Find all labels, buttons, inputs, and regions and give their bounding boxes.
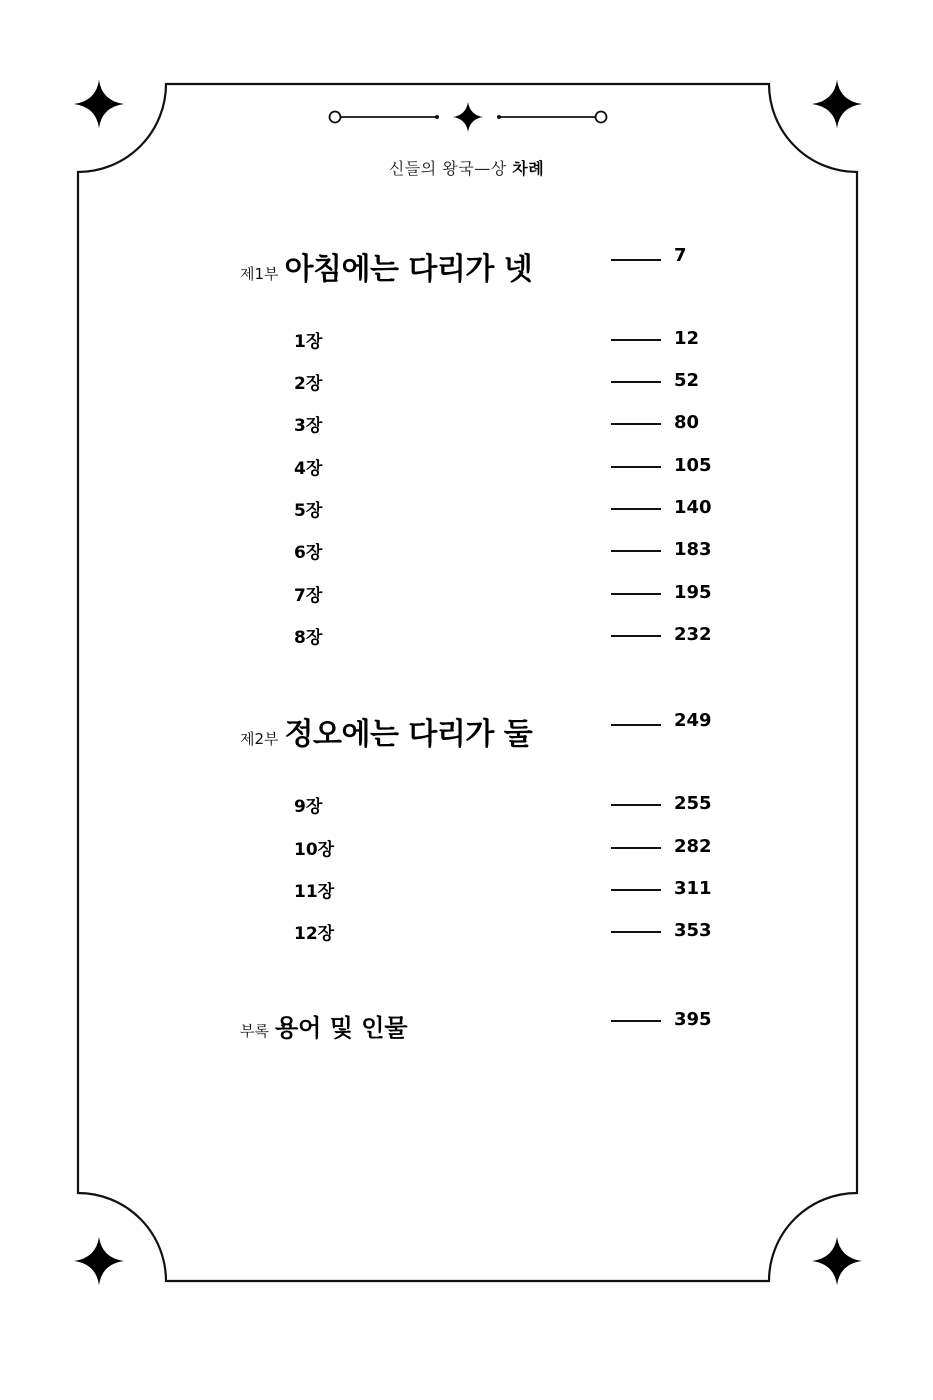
page-number: 282 bbox=[674, 836, 712, 857]
page-number: 232 bbox=[674, 624, 712, 645]
toc-part-2[interactable] bbox=[0, 709, 933, 752]
page-number: 195 bbox=[674, 582, 712, 603]
chapter-label: 10장 bbox=[294, 840, 335, 860]
page-number: 311 bbox=[674, 878, 712, 899]
page-number: 353 bbox=[674, 920, 712, 941]
page-number: 7 bbox=[674, 245, 687, 266]
leader-dash bbox=[611, 339, 661, 341]
leader-dash bbox=[611, 466, 661, 468]
page-number: 80 bbox=[674, 412, 700, 433]
appendix-prefix: 부록 bbox=[240, 1022, 269, 1040]
toc-chapter[interactable] bbox=[0, 623, 933, 663]
leader-dash bbox=[611, 593, 661, 595]
chapter-label: 3장 bbox=[294, 416, 323, 436]
four-point-star-icon bbox=[74, 80, 124, 128]
chapter-label: 12장 bbox=[294, 924, 335, 944]
chapter-label: 11장 bbox=[294, 882, 335, 902]
page-number: 249 bbox=[674, 710, 712, 731]
chapter-label: 4장 bbox=[294, 459, 323, 479]
four-point-star-icon bbox=[453, 102, 483, 132]
toc-chapter[interactable] bbox=[0, 369, 933, 409]
page-number: 183 bbox=[674, 539, 712, 560]
chapter-label: 1장 bbox=[294, 332, 323, 352]
page-number: 255 bbox=[674, 793, 712, 814]
leader-dash bbox=[611, 931, 661, 933]
leader-dash bbox=[611, 259, 661, 261]
four-point-star-icon bbox=[812, 80, 862, 128]
toc-chapter[interactable] bbox=[0, 454, 933, 494]
page-number: 12 bbox=[674, 328, 700, 349]
section-label: 차례 bbox=[512, 159, 545, 178]
book-title: 신들의 왕국—상 bbox=[388, 159, 507, 178]
leader-dash bbox=[611, 804, 661, 806]
chapter-label: 6장 bbox=[294, 543, 323, 563]
toc-chapter[interactable] bbox=[0, 581, 933, 621]
toc-chapter[interactable] bbox=[0, 877, 933, 917]
part-prefix: 제1부 bbox=[240, 265, 279, 283]
page-header bbox=[0, 156, 933, 179]
toc-chapter[interactable] bbox=[0, 919, 933, 959]
page-number: 140 bbox=[674, 497, 712, 518]
toc-chapter[interactable] bbox=[0, 496, 933, 536]
part-prefix: 제2부 bbox=[240, 730, 279, 748]
part-title: 정오에는 다리가 둘 bbox=[284, 717, 533, 752]
leader-dash bbox=[611, 1020, 661, 1022]
toc-chapter[interactable] bbox=[0, 792, 933, 832]
toc-chapter[interactable] bbox=[0, 327, 933, 367]
part-title: 아침에는 다리가 넷 bbox=[284, 252, 533, 287]
leader-dash bbox=[611, 847, 661, 849]
chapter-label: 9장 bbox=[294, 797, 323, 817]
toc-chapter[interactable] bbox=[0, 835, 933, 875]
chapter-label: 7장 bbox=[294, 586, 323, 606]
toc-chapter[interactable] bbox=[0, 538, 933, 578]
chapter-label: 5장 bbox=[294, 501, 323, 521]
toc-appendix[interactable] bbox=[0, 1008, 933, 1048]
leader-dash bbox=[611, 550, 661, 552]
leader-dash bbox=[611, 635, 661, 637]
four-point-star-icon bbox=[812, 1237, 862, 1285]
toc-chapter[interactable] bbox=[0, 411, 933, 451]
leader-dash bbox=[611, 381, 661, 383]
leader-dash bbox=[611, 724, 661, 726]
top-ornament bbox=[330, 102, 607, 132]
appendix-title: 용어 및 인물 bbox=[274, 1014, 408, 1042]
leader-dash bbox=[611, 889, 661, 891]
leader-dash bbox=[611, 508, 661, 510]
chapter-label: 8장 bbox=[294, 628, 323, 648]
page-number: 52 bbox=[674, 370, 700, 391]
page-number: 395 bbox=[674, 1009, 712, 1030]
four-point-star-icon bbox=[74, 1237, 124, 1285]
ring-end-icon bbox=[330, 112, 341, 123]
ring-end-icon bbox=[596, 112, 607, 123]
page-number: 105 bbox=[674, 455, 712, 476]
toc-part-1[interactable] bbox=[0, 244, 933, 287]
chapter-label: 2장 bbox=[294, 374, 323, 394]
leader-dash bbox=[611, 423, 661, 425]
